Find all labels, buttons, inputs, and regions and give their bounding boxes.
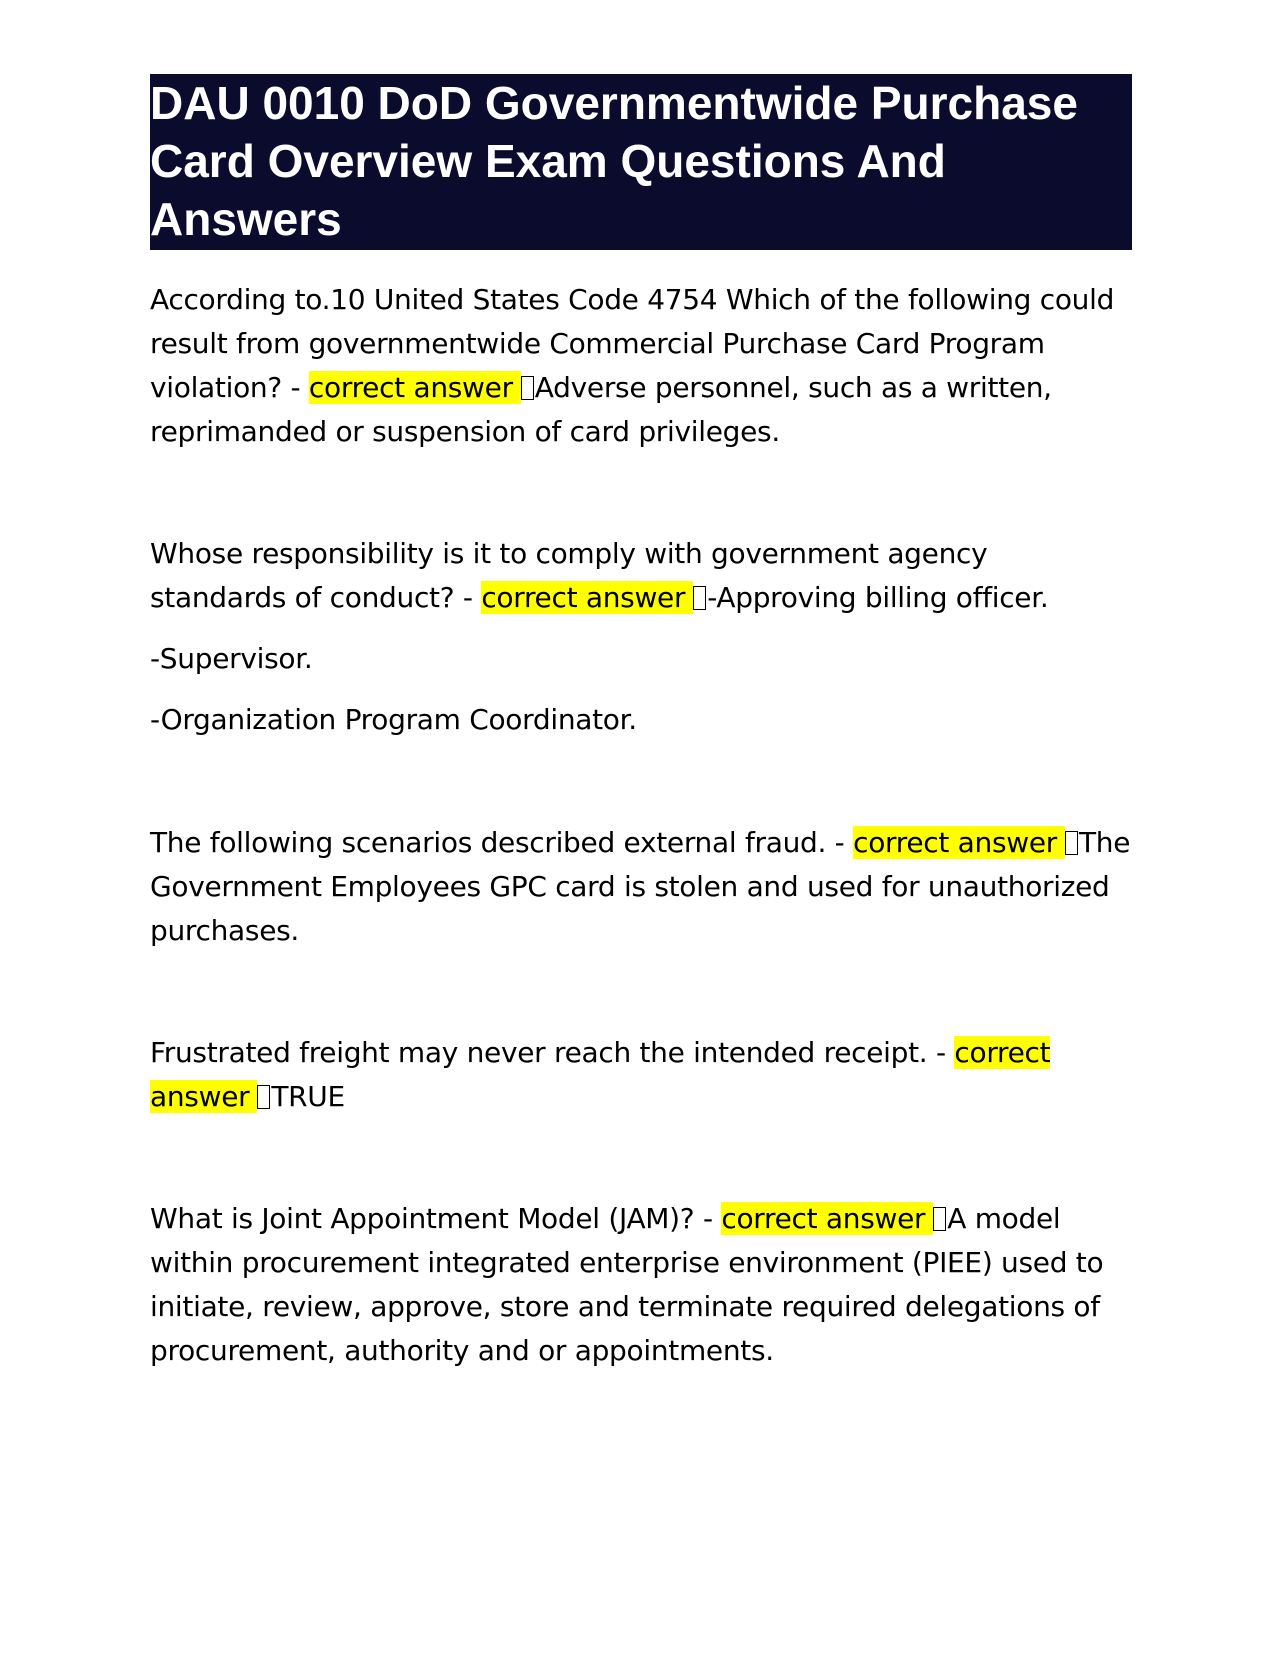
qa-paragraph xyxy=(150,821,1132,953)
answer-extra-line: -Supervisor. xyxy=(150,642,313,675)
qa-paragraph xyxy=(150,1031,1132,1119)
answer-marker: correct answer xyxy=(721,1202,933,1235)
qa-item xyxy=(150,1197,1132,1373)
qa-item xyxy=(150,1031,1132,1119)
answer-marker: correct answer xyxy=(309,371,521,404)
answer-text: -Approving billing officer. xyxy=(707,581,1049,614)
question-text: The following scenarios described external fraud. - xyxy=(150,826,854,859)
answer-extra-line: -Organization Program Coordinator. xyxy=(150,703,637,736)
question-text: Frustrated freight may never reach the intended receipt. - xyxy=(150,1036,955,1069)
question-text: Whose responsibility is it to comply with government agency standards of conduct? - xyxy=(150,537,988,614)
missing-glyph-icon xyxy=(933,1207,946,1231)
document-title: DAU 0010 DoD Governmentwide Purchase Card Overview Exam Questions And Answers xyxy=(150,74,1132,250)
missing-glyph-icon xyxy=(521,376,534,400)
question-text: According to.10 United States Code 4754 Which of the following could result from governmentwide Commercial Purchase Card Program violation? - xyxy=(150,283,1115,404)
missing-glyph-icon xyxy=(693,586,706,610)
qa-item xyxy=(150,821,1132,953)
answer-text: The Government Employees GPC card is stolen and used for unauthorized purchases. xyxy=(150,826,1131,947)
question-text: What is Joint Appointment Model (JAM)? - xyxy=(150,1202,722,1235)
qa-item xyxy=(150,278,1132,454)
answer-text: A model within procurement integrated enterprise environment (PIEE) used to initiate, review, approve, store and terminate required delegations of procurement, authority and or appointments. xyxy=(150,1202,1104,1367)
qa-item xyxy=(150,532,1132,742)
qa-paragraph xyxy=(150,532,1132,620)
qa-paragraph xyxy=(150,278,1132,454)
answer-marker: correct answer xyxy=(481,581,693,614)
qa-paragraph xyxy=(150,1197,1132,1373)
answer-text: TRUE xyxy=(271,1080,345,1113)
answer-marker: correct answer xyxy=(853,826,1065,859)
missing-glyph-icon xyxy=(257,1085,270,1109)
missing-glyph-icon xyxy=(1065,831,1078,855)
answer-text: Adverse personnel, such as a written, reprimanded or suspension of card privileges. xyxy=(150,371,1052,448)
answer-marker: correct answer xyxy=(150,1036,1051,1113)
document-page xyxy=(150,74,1132,1373)
